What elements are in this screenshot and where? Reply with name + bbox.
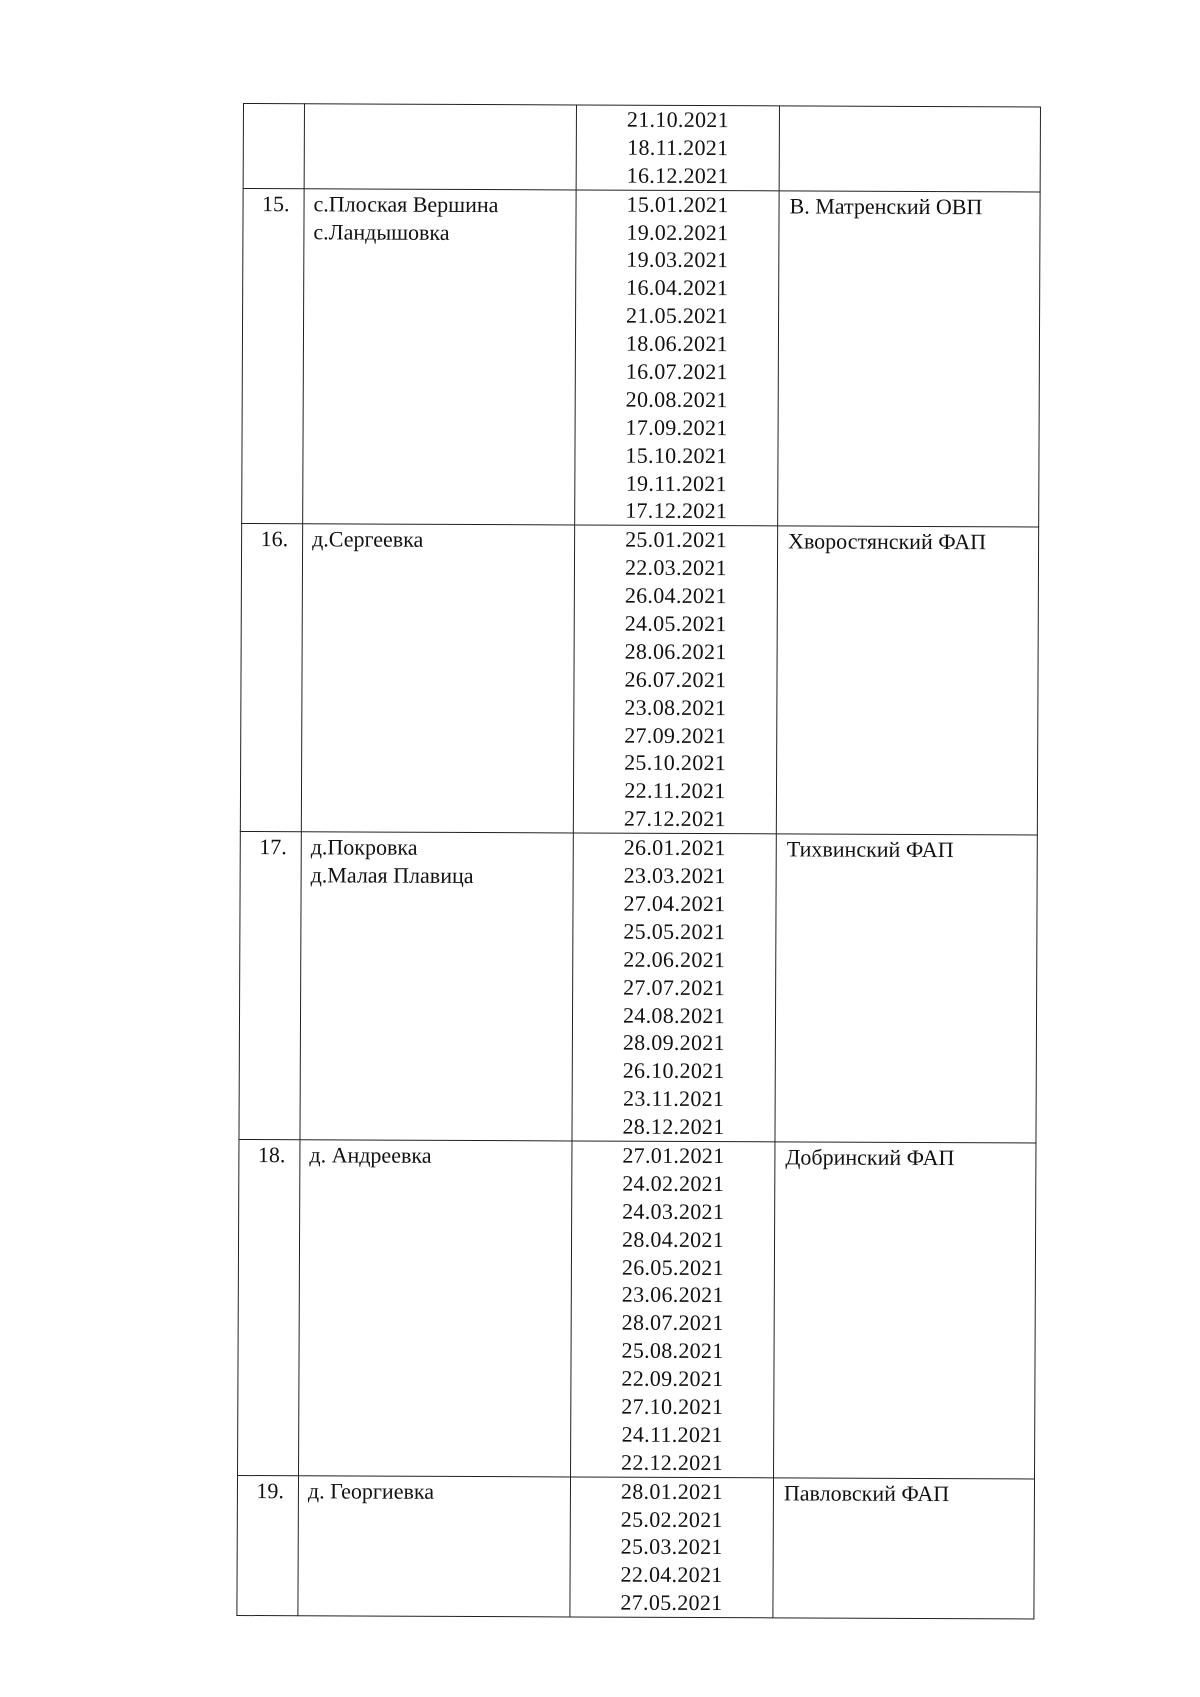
- visit-date: 25.01.2021: [625, 527, 728, 553]
- visit-date: 17.09.2021: [625, 414, 728, 440]
- visit-date: 23.03.2021: [623, 862, 726, 889]
- settlement-name: с.Плоская Вершина: [313, 190, 499, 217]
- visit-date: 26.07.2021: [624, 666, 727, 692]
- visit-date: 20.08.2021: [625, 386, 728, 413]
- visit-date: 26.05.2021: [621, 1254, 724, 1280]
- row-number: 16.: [240, 524, 302, 832]
- settlement-name: д.Малая Плавица: [310, 862, 474, 889]
- table-row: [239, 832, 1037, 1143]
- visit-date: 22.04.2021: [620, 1561, 723, 1588]
- settlement-name: д.Покровка: [310, 834, 418, 860]
- visit-date: 27.09.2021: [624, 722, 727, 748]
- visit-date: 28.01.2021: [620, 1478, 724, 1504]
- settlement-cell: [301, 524, 574, 833]
- visit-date: 17.12.2021: [625, 498, 728, 524]
- visit-date: 28.12.2021: [622, 1113, 725, 1140]
- visit-date: 19.03.2021: [626, 247, 729, 273]
- settlement-cell: [300, 832, 573, 1141]
- visit-date: 24.11.2021: [621, 1421, 723, 1447]
- medical-post-cell: Добринский ФАП: [774, 1142, 1036, 1479]
- visit-date: 27.10.2021: [621, 1393, 724, 1420]
- visit-date: 26.10.2021: [622, 1057, 725, 1084]
- table-row: [237, 1475, 1035, 1619]
- medical-post-cell: [779, 106, 1040, 192]
- dates-cell: [576, 105, 779, 191]
- visit-date: 23.11.2021: [623, 1085, 725, 1112]
- visit-date: 28.04.2021: [621, 1226, 725, 1252]
- visit-date: 27.01.2021: [622, 1142, 725, 1169]
- visit-date: 25.02.2021: [620, 1506, 723, 1532]
- visit-date: 23.06.2021: [621, 1282, 724, 1308]
- visit-date: 24.02.2021: [622, 1170, 725, 1196]
- visit-date: 27.05.2021: [620, 1589, 723, 1616]
- dates-cell: [571, 1141, 775, 1478]
- schedule-table: [236, 103, 1041, 1620]
- settlement-name: д.Сергеевка: [312, 526, 424, 553]
- settlement-name: с.Ландышовка: [313, 218, 450, 245]
- settlement-cell: [303, 188, 576, 525]
- row-number: 15.: [242, 188, 304, 524]
- medical-post-cell: Тихвинский ФАП: [775, 834, 1037, 1143]
- visit-date: 25.08.2021: [621, 1337, 724, 1364]
- visit-date: 18.06.2021: [625, 330, 729, 357]
- visit-date: 22.06.2021: [623, 946, 726, 972]
- dates-cell: [572, 833, 776, 1142]
- dates-cell: [573, 525, 777, 834]
- schedule-table-body: [237, 104, 1041, 1620]
- visit-date: 27.12.2021: [623, 805, 726, 832]
- table-row: [238, 1139, 1036, 1478]
- settlement-cell: [298, 1475, 571, 1617]
- visit-date: 26.04.2021: [624, 582, 727, 609]
- visit-date: 25.05.2021: [623, 918, 726, 944]
- visit-date: 24.08.2021: [622, 1002, 726, 1028]
- visit-date: 28.06.2021: [624, 638, 727, 665]
- dates-cell: [575, 190, 779, 527]
- visit-date: 27.07.2021: [623, 974, 726, 1000]
- visit-date: 18.11.2021: [627, 134, 729, 161]
- table-row: [240, 524, 1038, 835]
- table-row: [243, 104, 1040, 192]
- settlement-name: д. Андреевка: [309, 1142, 432, 1168]
- visit-date: 21.10.2021: [626, 106, 729, 133]
- settlement-name: д. Георгиевка: [307, 1477, 435, 1504]
- visit-date: 15.01.2021: [626, 191, 729, 217]
- row-number: 17.: [239, 832, 301, 1140]
- visit-date: 26.01.2021: [623, 834, 726, 861]
- visit-date: 23.08.2021: [624, 694, 727, 720]
- visit-date: 22.11.2021: [624, 778, 726, 804]
- table-row: [242, 188, 1040, 527]
- row-number: [243, 104, 304, 189]
- medical-post-cell: В. Матренский ОВП: [778, 191, 1040, 528]
- row-number: 18.: [238, 1139, 300, 1475]
- visit-date: 27.04.2021: [623, 890, 726, 917]
- visit-date: 19.02.2021: [626, 219, 729, 245]
- visit-date: 25.10.2021: [624, 750, 727, 776]
- visit-date: 16.07.2021: [625, 358, 728, 385]
- row-number: 19.: [237, 1475, 299, 1616]
- visit-date: 22.09.2021: [621, 1365, 724, 1392]
- visit-date: 15.10.2021: [625, 442, 728, 468]
- settlement-cell: [299, 1140, 572, 1477]
- visit-date: 28.07.2021: [621, 1309, 724, 1336]
- settlement-cell: [304, 104, 576, 190]
- visit-date: 16.12.2021: [626, 162, 729, 188]
- visit-date: 24.05.2021: [624, 610, 727, 637]
- medical-post-cell: Хворостянский ФАП: [776, 526, 1038, 835]
- visit-date: 19.11.2021: [625, 470, 727, 496]
- medical-post-cell: Павловский ФАП: [773, 1477, 1035, 1619]
- visit-date: 16.04.2021: [626, 275, 729, 301]
- dates-cell: [570, 1477, 774, 1618]
- visit-date: 24.03.2021: [622, 1198, 725, 1224]
- visit-date: 25.03.2021: [620, 1534, 723, 1560]
- visit-date: 22.12.2021: [621, 1449, 724, 1475]
- visit-date: 22.03.2021: [624, 554, 728, 581]
- visit-date: 28.09.2021: [622, 1030, 725, 1056]
- visit-date: 21.05.2021: [626, 302, 729, 329]
